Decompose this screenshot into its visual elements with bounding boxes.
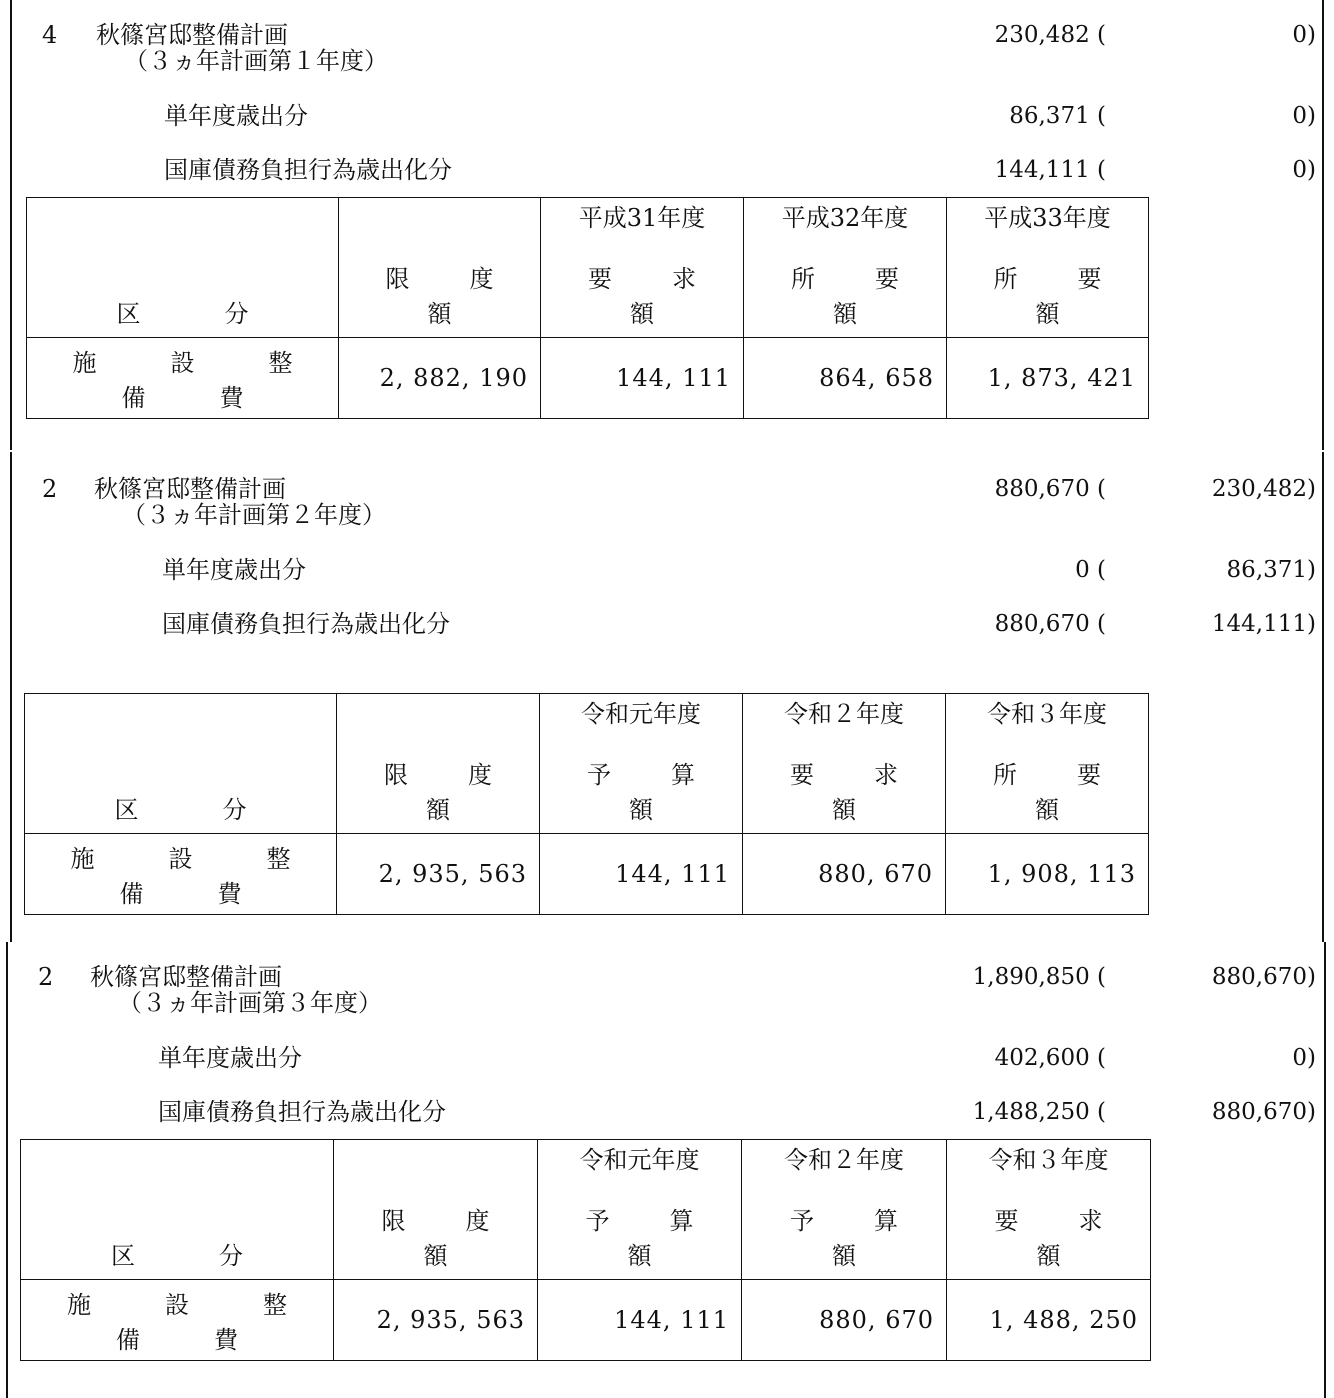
budget-table [24,693,1161,915]
row-label: 施 設 整 備 費 [70,845,365,908]
header-col3-year: 平成33年度 [984,204,1111,232]
row-limit-cell [339,338,541,419]
row-label: 施 設 整 備 費 [72,349,367,412]
header-col3-year: 令和３年度 [988,1146,1109,1174]
debt-label: 国庫債務負担行為歳出化分 [158,1098,446,1126]
header-kubun: 区 分 [111,1242,273,1270]
header-limit: 限 度 額 [385,265,554,328]
header-col3-cell [947,198,1162,338]
single-year-amount: 402,600 ( [994,1045,1106,1071]
header-col1-cell [541,198,756,338]
header-kubun-cell [21,1140,334,1280]
table-row [21,1280,1151,1361]
header-col2-label: 予 算 額 [790,1207,958,1270]
header-col1-cell [538,1140,754,1280]
debt-amount: 880,670 ( [994,611,1106,637]
debt-prev-amount: 144,111) [1211,611,1316,637]
header-col1-year: 平成31年度 [578,204,706,232]
header-kubun: 区 分 [114,796,277,824]
row-col2-value: 880, 670 [819,1306,934,1334]
header-col2-cell [743,694,958,834]
row-col3-cell [946,834,1149,915]
header-limit: 限 度 額 [381,1207,550,1270]
header-col1-year: 令和元年度 [581,700,701,728]
row-col3-value: 1, 873, 421 [987,364,1136,392]
header-col1-label: 予 算 額 [585,1207,754,1270]
row-col1-value: 144, 111 [615,860,730,888]
item-number: 4 [42,21,58,49]
item-number: 2 [38,963,54,991]
row-col2-cell [742,1280,947,1361]
row-label-cell [25,834,365,915]
item-subtitle: （３ヵ年計画第３年度） [118,989,382,1017]
header-col2-label: 要 求 額 [790,761,958,824]
row-label: 施 設 整 備 費 [67,1291,361,1354]
left-frame-line [10,452,12,942]
header-col3-label: 所 要 額 [993,265,1162,328]
right-frame-line [1324,942,1326,1398]
header-col2-label: 所 要 額 [791,265,959,328]
header-kubun-cell [27,198,339,338]
row-col3-cell [947,1280,1151,1361]
item-title: 秋篠宮邸整備計画 [96,21,288,49]
header-col2-cell [742,1140,958,1280]
header-col1-year: 令和元年度 [579,1146,700,1174]
single-year-prev-amount: 86,371) [1226,557,1316,583]
single-year-amount: 0 ( [1075,557,1106,583]
header-col1-label: 予 算 額 [587,761,755,824]
single-year-amount: 86,371 ( [1009,103,1106,129]
single-year-label: 単年度歳出分 [164,102,308,130]
row-col1-value: 144, 111 [614,1306,729,1334]
table-row [27,338,1149,419]
item-title: 秋篠宮邸整備計画 [94,475,286,503]
item-subtitle: （３ヵ年計画第２年度） [122,501,386,529]
left-frame-line [10,0,12,450]
debt-amount: 144,111 ( [994,157,1106,183]
header-col2-year: 平成32年度 [781,204,909,232]
total-amount: 1,890,850 ( [972,964,1106,990]
row-col1-cell [538,1280,742,1361]
item-subtitle: （３ヵ年計画第１年度） [124,47,388,75]
left-frame-line [6,942,8,1398]
row-col2-value: 864, 658 [819,364,934,392]
total-amount: 880,670 ( [994,476,1106,502]
header-limit-cell [337,694,552,834]
table-header-row [21,1140,1151,1280]
header-kubun: 区 分 [116,300,279,328]
total-amount: 230,482 ( [994,22,1106,48]
row-label-cell [21,1280,361,1361]
total-prev-amount: 0) [1292,22,1316,48]
header-col2-year: 令和２年度 [784,700,904,728]
debt-prev-amount: 0) [1292,157,1316,183]
row-col2-cell [743,834,946,915]
header-col2-year: 令和２年度 [784,1146,904,1174]
row-col1-value: 144, 111 [616,364,731,392]
header-col1-cell [540,694,755,834]
item-number: 2 [42,475,58,503]
row-limit-value: 2, 935, 563 [378,860,527,888]
budget-table [20,1139,1163,1361]
single-year-prev-amount: 0) [1292,103,1316,129]
header-col3-cell [946,694,1161,834]
table-header-row [27,198,1149,338]
header-col3-label: 所 要 額 [993,761,1161,824]
single-year-prev-amount: 0) [1292,1045,1316,1071]
debt-label: 国庫債務負担行為歳出化分 [162,610,450,638]
table-header-row [25,694,1149,834]
section-2 [0,452,1334,942]
total-prev-amount: 880,670) [1211,964,1316,990]
header-limit: 限 度 額 [384,761,552,824]
table-row [25,834,1149,915]
header-limit-cell [334,1140,550,1280]
row-col3-cell [947,338,1149,419]
row-col2-cell [744,338,947,419]
debt-label: 国庫債務負担行為歳出化分 [164,156,452,184]
header-limit-cell [339,198,554,338]
single-year-label: 単年度歳出分 [158,1044,302,1072]
section-3 [0,942,1334,1398]
row-label-cell [27,338,367,419]
section-1 [0,0,1334,450]
single-year-label: 単年度歳出分 [162,556,306,584]
row-col2-value: 880, 670 [818,860,933,888]
header-col2-cell [744,198,959,338]
right-frame-line [1322,0,1324,450]
row-col3-value: 1, 908, 113 [987,860,1136,888]
item-title: 秋篠宮邸整備計画 [90,963,282,991]
header-kubun-cell [25,694,337,834]
row-limit-value: 2, 882, 190 [379,364,528,392]
row-col1-cell [541,338,744,419]
right-frame-line [1322,452,1324,942]
row-col3-value: 1, 488, 250 [989,1306,1138,1334]
header-col3-cell [947,1140,1163,1280]
header-col3-label: 要 求 額 [994,1207,1163,1270]
row-col1-cell [540,834,743,915]
total-prev-amount: 230,482) [1211,476,1316,502]
row-limit-cell [337,834,540,915]
budget-table [26,197,1162,419]
header-col1-label: 要 求 額 [588,265,756,328]
row-limit-value: 2, 935, 563 [376,1306,525,1334]
row-limit-cell [334,1280,538,1361]
header-col3-year: 令和３年度 [987,700,1107,728]
debt-prev-amount: 880,670) [1211,1099,1316,1125]
debt-amount: 1,488,250 ( [972,1099,1106,1125]
